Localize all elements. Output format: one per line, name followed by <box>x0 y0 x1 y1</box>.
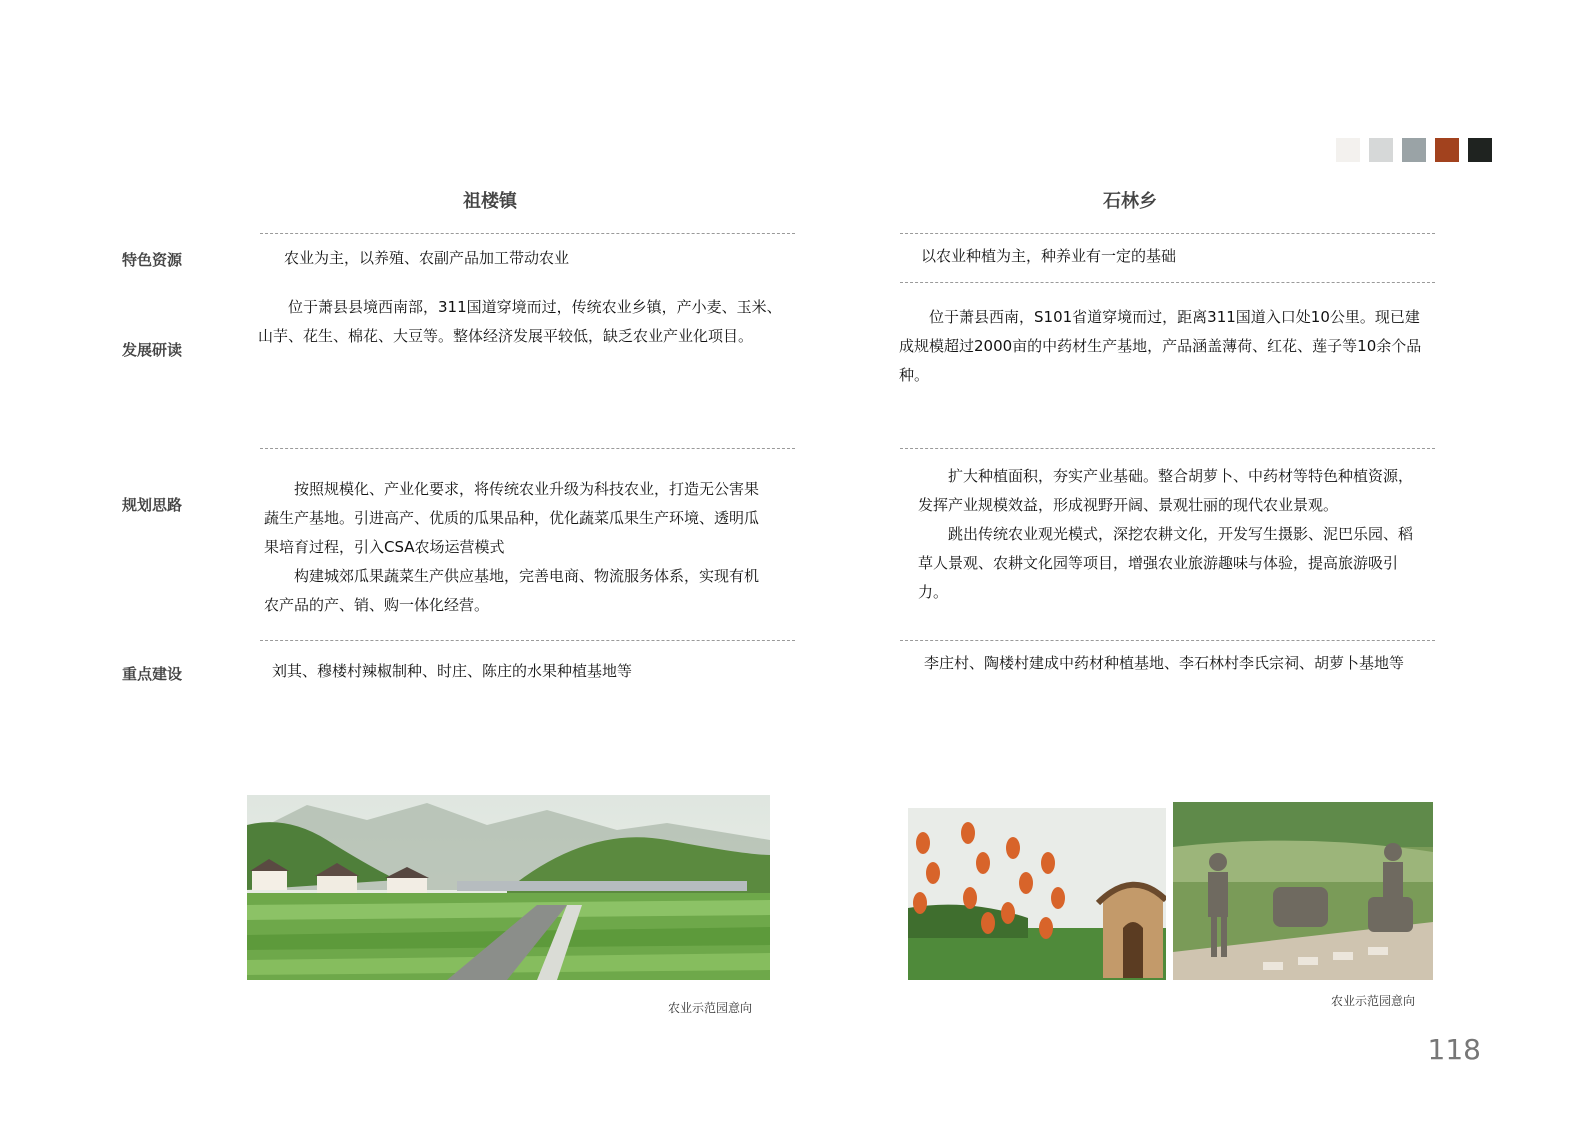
left-divider-1 <box>260 233 795 234</box>
row-label-planning: 规划思路 <box>122 496 183 514</box>
row-label-key: 重点建设 <box>122 665 183 683</box>
swatch-4 <box>1435 138 1459 162</box>
right-column-title: 石林乡 <box>1103 191 1157 212</box>
right-key-text: 李庄村、陶楼村建成中药材种植基地、李石林村李氏宗祠、胡萝卜基地等 <box>924 654 1405 672</box>
left-resources-text: 农业为主，以养殖、农副产品加工带动农业 <box>284 249 570 267</box>
left-photo-caption: 农业示范园意向 <box>668 1001 753 1015</box>
left-planning-paragraph-1: 按照规模化、产业化要求，将传统农业升级为科技农业，打造无公害果蔬生产基地。引进高产、优质的瓜果品种，优化蔬菜瓜果生产环境、透明瓜果培育过程，引入CSA农场运营模式 <box>264 480 760 556</box>
swatch-1 <box>1336 138 1360 162</box>
row-label-development: 发展研读 <box>122 341 183 359</box>
right-development-paragraph: 位于萧县西南，S101省道穿境而过，距离311国道入口处10公里。现已建成规模超过2000亩的中药材生产基地，产品涵盖薄荷、红花、莲子等10余个品种。 <box>899 308 1422 384</box>
left-planning-paragraph-2: 构建城郊瓜果蔬菜生产供应基地，完善电商、物流服务体系，实现有机农产品的产、销、购一体化经营。 <box>264 567 760 614</box>
right-development-text <box>899 303 1431 390</box>
left-development-text <box>258 293 788 351</box>
right-divider-1 <box>900 233 1435 234</box>
swatch-3 <box>1402 138 1426 162</box>
right-divider-3 <box>900 448 1435 449</box>
carrot-sculpture-photo <box>908 808 1166 980</box>
left-development-paragraph: 位于萧县县境西南部，311国道穿境而过，传统农业乡镇，产小麦、玉米、山芋、花生、棉花、大豆等。整体经济发展平较低，缺乏农业产业化项目。 <box>258 298 782 345</box>
right-photo-caption: 农业示范园意向 <box>1331 994 1416 1008</box>
left-divider-2 <box>260 448 795 449</box>
left-column-title: 祖楼镇 <box>463 191 517 212</box>
right-planning-paragraph-1: 扩大种植面积，夯实产业基础。整合胡萝卜、中药材等特色种植资源，发挥产业规模效益，形成视野开阔、景观壮丽的现代农业景观。 <box>918 467 1414 514</box>
left-planning-text <box>264 475 764 620</box>
right-planning-paragraph-2: 跳出传统农业观光模式，深挖农耕文化，开发写生摄影、泥巴乐园、稻草人景观、农耕文化园等项目，增强农业旅游趣味与体验，提高旅游吸引力。 <box>918 525 1414 601</box>
swatch-2 <box>1369 138 1393 162</box>
farming-sculpture-photo <box>1173 802 1433 980</box>
color-palette <box>1336 138 1492 162</box>
row-label-resources: 特色资源 <box>122 251 183 269</box>
left-key-text: 刘其、穆楼村辣椒制种、时庄、陈庄的水果种植基地等 <box>272 662 633 680</box>
right-divider-4 <box>900 640 1435 641</box>
swatch-5 <box>1468 138 1492 162</box>
left-divider-3 <box>260 640 795 641</box>
right-resources-text: 以农业种植为主，种养业有一定的基础 <box>921 247 1177 265</box>
farm-landscape-photo <box>247 795 770 980</box>
page-number: 118 <box>1427 1033 1481 1066</box>
right-planning-text <box>918 462 1418 607</box>
right-divider-2 <box>900 282 1435 283</box>
